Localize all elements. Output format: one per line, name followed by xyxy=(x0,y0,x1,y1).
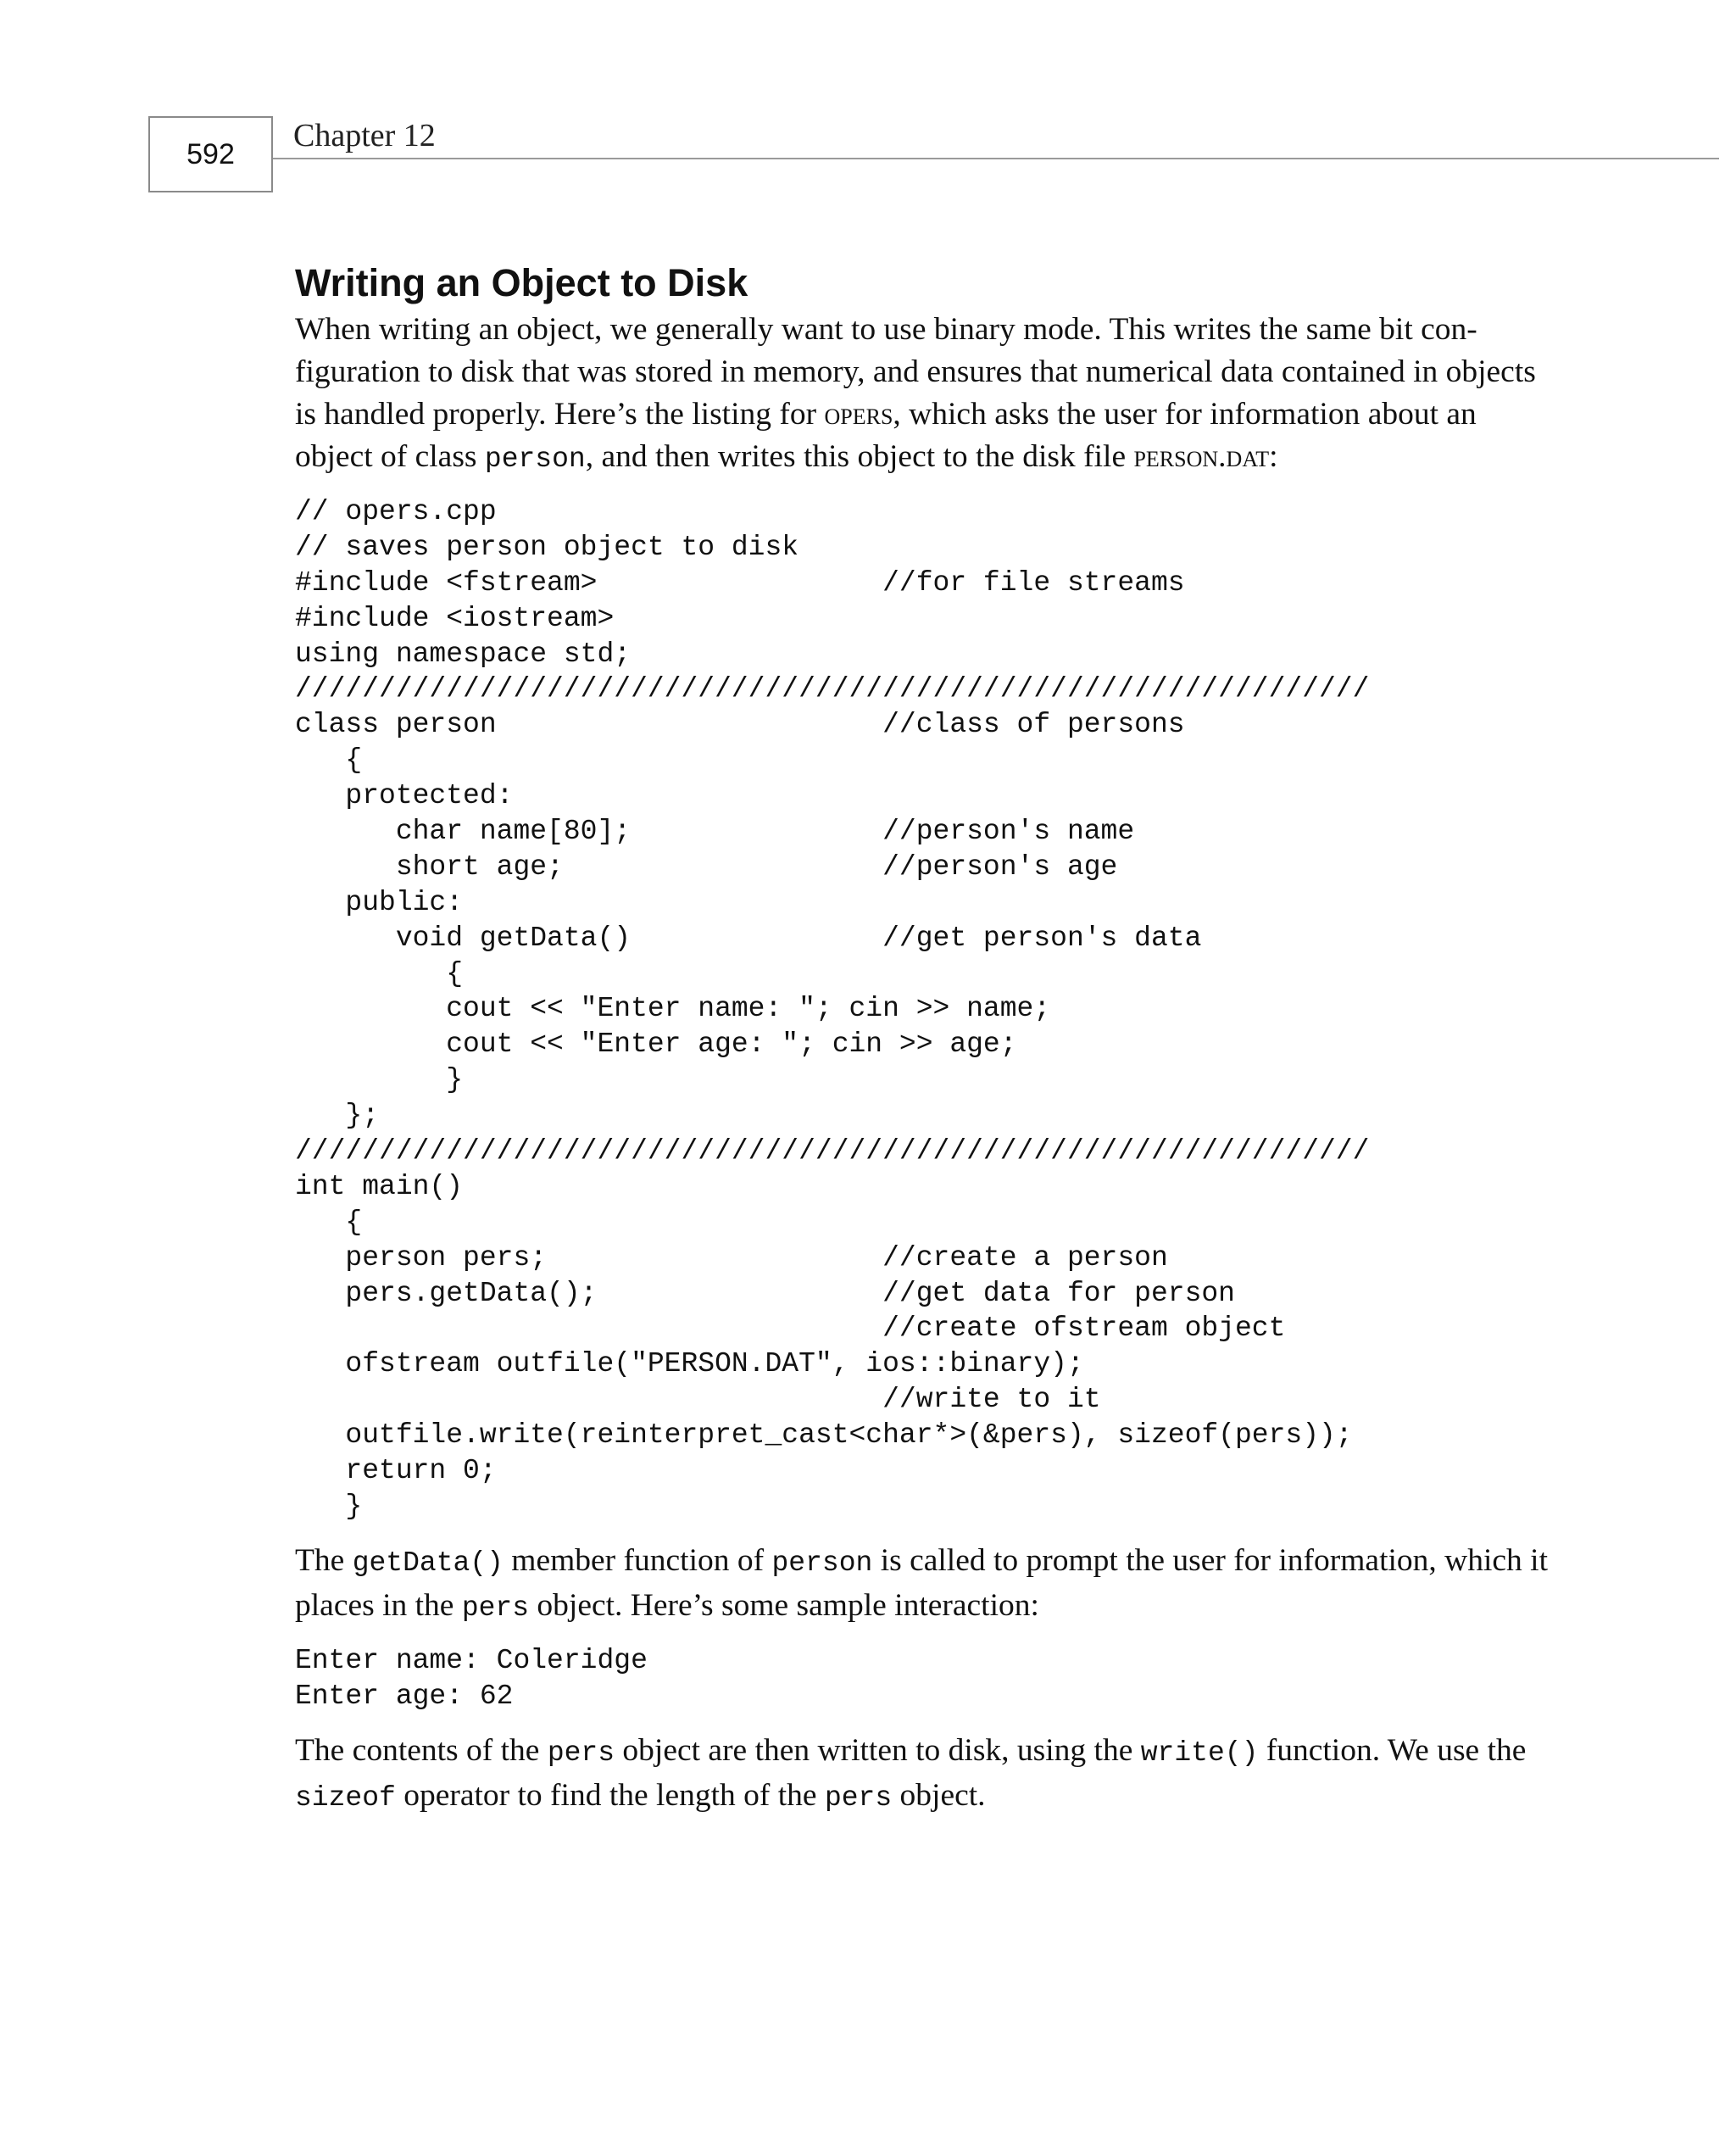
code-line: pers.getData(); //get data for person xyxy=(295,1277,1235,1309)
code-line: void getData() //get person's data xyxy=(295,922,1202,954)
para2-text-2: member function of xyxy=(503,1542,772,1578)
page-number xyxy=(148,116,273,192)
code-line: public: xyxy=(295,886,464,918)
para2-text-1: The xyxy=(295,1542,353,1578)
code-line: #include <iostream> xyxy=(295,602,615,634)
pers-code: pers xyxy=(461,1591,530,1624)
code-line: //create ofstream object xyxy=(295,1313,1286,1345)
code-line: char name[80]; //person's name xyxy=(295,816,1135,848)
para3-text-2: object are then written to disk, using the xyxy=(615,1732,1141,1768)
code-line: protected: xyxy=(295,780,514,812)
code-line: #include <fstream> //for file streams xyxy=(295,566,1185,599)
program-name: opers xyxy=(824,397,893,432)
intro-paragraph xyxy=(295,309,1550,481)
intro-text-4: : xyxy=(1269,439,1278,474)
code-line: person pers; //create a person xyxy=(295,1241,1168,1274)
code-line: } xyxy=(295,1490,363,1522)
para3-text-3: function. We use the xyxy=(1258,1732,1527,1768)
pers-code: pers xyxy=(547,1736,615,1769)
pers-code: pers xyxy=(824,1781,893,1814)
sample-interaction xyxy=(295,1643,1550,1714)
code-line: { xyxy=(295,1206,363,1238)
intro-text-2: , which asks the user for information about an object of class xyxy=(295,397,1477,474)
para3-text-1: The contents of the xyxy=(295,1732,548,1768)
chapter-title: Chapter 12 xyxy=(293,118,436,153)
code-line: // opers.cpp xyxy=(295,496,497,527)
para3-text-5: object. xyxy=(892,1777,986,1813)
file-name: person.dat xyxy=(1133,439,1270,474)
code-line: Enter age: 62 xyxy=(295,1680,514,1712)
code-line: Enter name: Coleridge xyxy=(295,1644,648,1676)
page-number-text: 592 xyxy=(186,137,235,170)
code-line: { xyxy=(295,744,363,777)
para2-text-4: object. Here’s some sample interaction: xyxy=(529,1587,1039,1623)
para3-text-4: operator to find the length of the xyxy=(395,1777,825,1813)
intro-text-3: , and then writes this object to the disk file xyxy=(585,439,1134,474)
code-line: class person //class of persons xyxy=(295,709,1185,741)
header-rule xyxy=(273,158,1719,159)
class-name-code: person xyxy=(484,443,586,475)
code-line: return 0; xyxy=(295,1455,497,1487)
para2-text-3: is called to prompt the user for information, which it places in the xyxy=(295,1542,1549,1623)
page-content xyxy=(295,258,1550,1820)
code-line: //////////////////////////////////////////////////////////////// xyxy=(295,1135,1370,1168)
code-line: short age; //person's age xyxy=(295,850,1118,883)
code-line: //////////////////////////////////////////////////////////////// xyxy=(295,673,1370,705)
code-line: int main() xyxy=(295,1170,464,1202)
code-line: { xyxy=(295,957,464,989)
section-heading: Writing an Object to Disk xyxy=(295,261,748,304)
person-code: person xyxy=(771,1547,873,1579)
closing-paragraph xyxy=(295,1730,1550,1820)
code-line: }; xyxy=(295,1100,380,1132)
code-line: cout << "Enter age: "; cin >> age; xyxy=(295,1028,1017,1061)
explanation-paragraph xyxy=(295,1540,1550,1630)
code-line: // saves person object to disk xyxy=(295,531,799,563)
intro-text-1: When writing an object, we generally want to use binary mode. This writes the same bit con-figuration to disk that was stored in memory, and ensures that numerical data contained in objects is handled properly. Here’s the listing for xyxy=(295,312,1536,432)
sizeof-code: sizeof xyxy=(295,1781,396,1814)
code-line: outfile.write(reinterpret_cast<char*>(&pers), sizeof(pers)); xyxy=(295,1419,1353,1452)
code-listing xyxy=(295,494,1550,1524)
code-line: using namespace std; xyxy=(295,638,632,670)
code-line: //write to it xyxy=(295,1384,1101,1416)
code-line: } xyxy=(295,1064,464,1096)
code-line: ofstream outfile("PERSON.DAT", ios::binary); xyxy=(295,1348,1084,1380)
write-code: write() xyxy=(1140,1736,1259,1769)
getdata-code: getData() xyxy=(352,1547,504,1579)
code-line: cout << "Enter name: "; cin >> name; xyxy=(295,993,1051,1025)
